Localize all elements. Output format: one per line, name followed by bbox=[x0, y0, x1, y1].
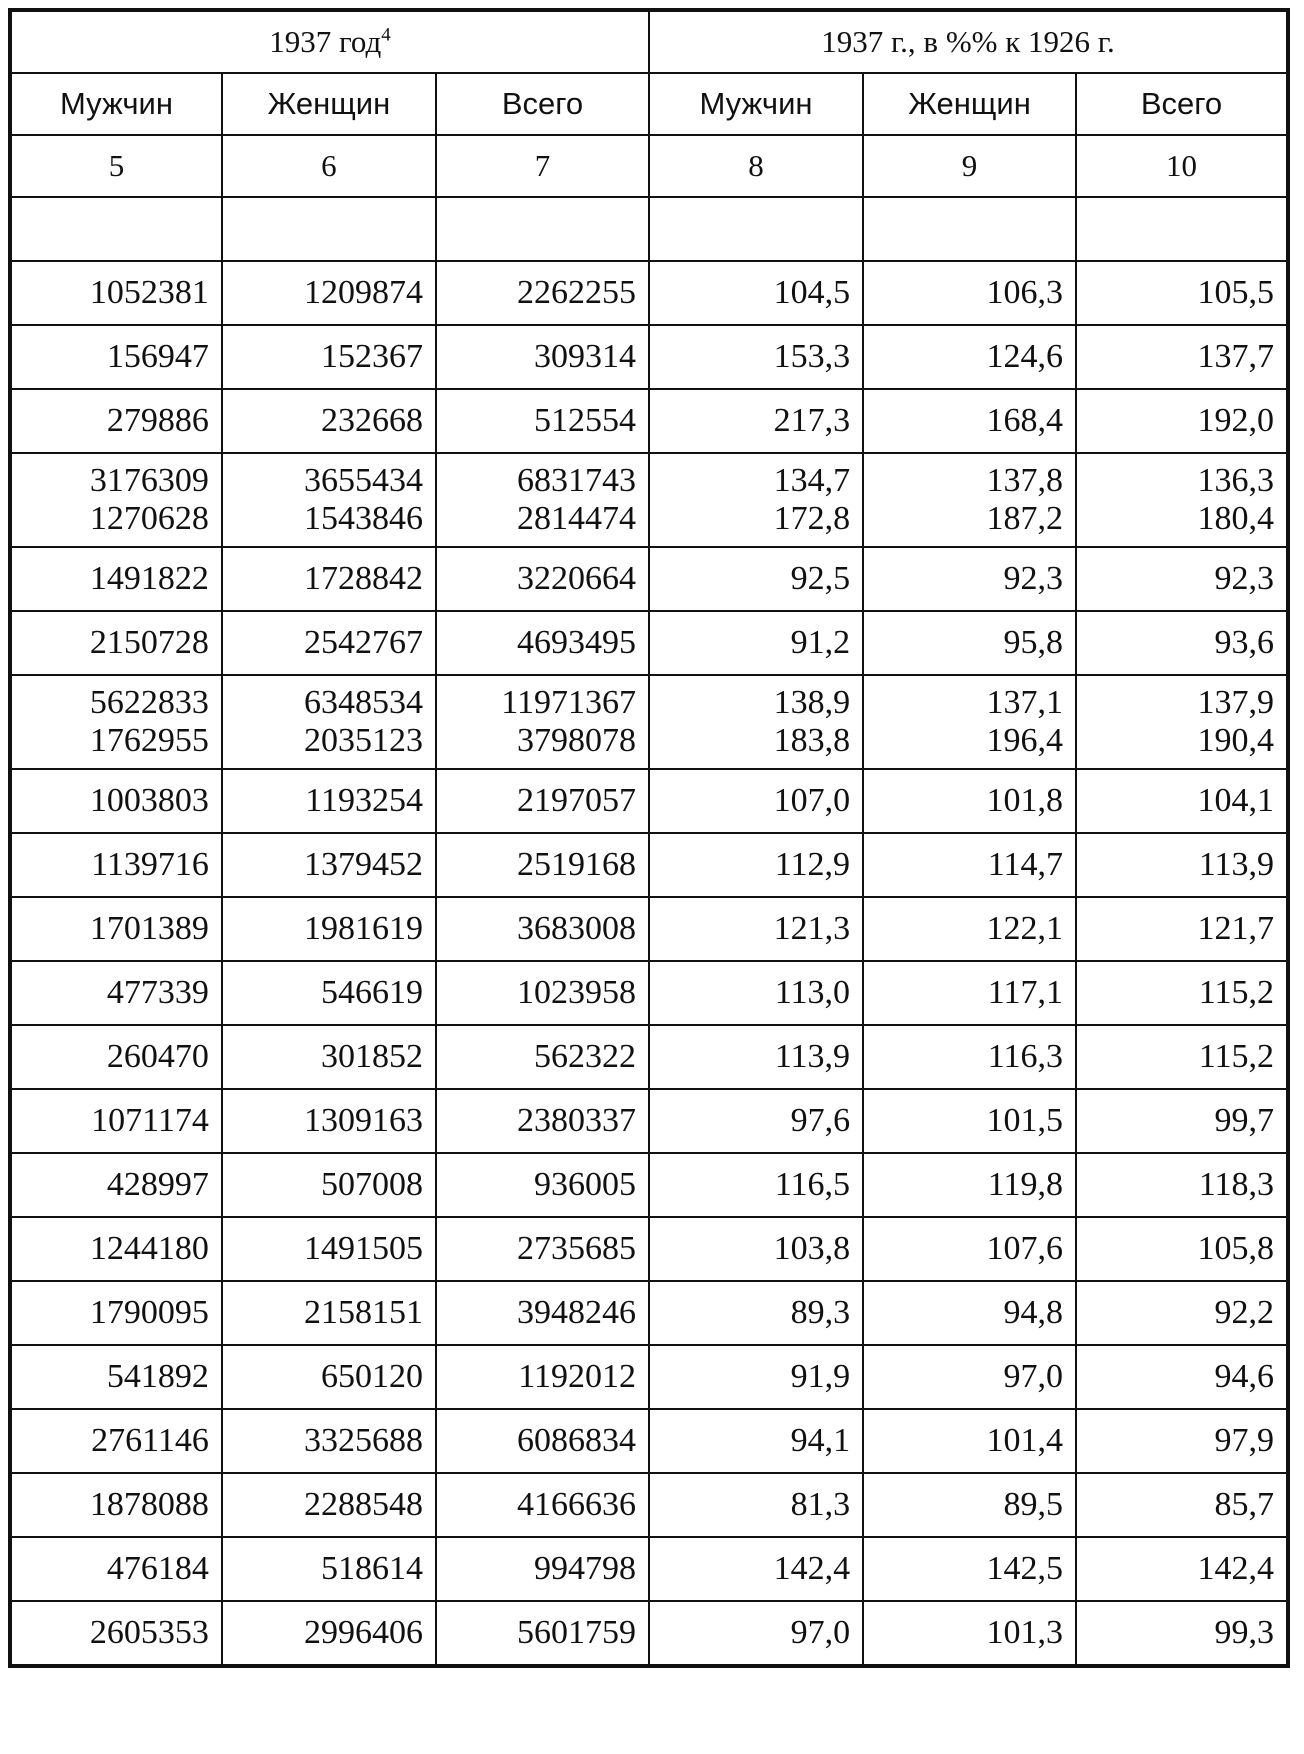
table-cell: 1071174 bbox=[10, 1089, 222, 1153]
table-row bbox=[10, 961, 1288, 1025]
table-cell: 546619 bbox=[222, 961, 436, 1025]
table-cell: 142,5 bbox=[863, 1537, 1076, 1601]
table-row bbox=[10, 1345, 1288, 1409]
table-cell: 1790095 bbox=[10, 1281, 222, 1345]
column-number: 8 bbox=[649, 135, 863, 197]
table-cell: 1878088 bbox=[10, 1473, 222, 1537]
table-cell: 99,3 bbox=[1076, 1601, 1288, 1666]
table-cell: 118,3 bbox=[1076, 1153, 1288, 1217]
table-cell: 3176309 1270628 bbox=[10, 453, 222, 547]
table-row bbox=[10, 1217, 1288, 1281]
table-cell: 541892 bbox=[10, 1345, 222, 1409]
table-cell: 121,7 bbox=[1076, 897, 1288, 961]
table-cell: 3683008 bbox=[436, 897, 649, 961]
table-cell: 115,2 bbox=[1076, 961, 1288, 1025]
table-cell: 2158151 bbox=[222, 1281, 436, 1345]
column-header: Всего bbox=[1076, 73, 1288, 135]
group-header-row bbox=[10, 10, 1288, 73]
column-header: Женщин bbox=[863, 73, 1076, 135]
table-cell: 1491505 bbox=[222, 1217, 436, 1281]
table-cell: 138,9 183,8 bbox=[649, 675, 863, 769]
table-cell: 4166636 bbox=[436, 1473, 649, 1537]
table-cell: 101,4 bbox=[863, 1409, 1076, 1473]
table-cell: 2288548 bbox=[222, 1473, 436, 1537]
census-table bbox=[8, 8, 1290, 1668]
table-cell: 121,3 bbox=[649, 897, 863, 961]
table-cell: 6348534 2035123 bbox=[222, 675, 436, 769]
table-cell: 3655434 1543846 bbox=[222, 453, 436, 547]
table-cell: 936005 bbox=[436, 1153, 649, 1217]
table-row bbox=[10, 1025, 1288, 1089]
column-header: Мужчин bbox=[649, 73, 863, 135]
table-cell: 260470 bbox=[10, 1025, 222, 1089]
table-cell: 3948246 bbox=[436, 1281, 649, 1345]
table-cell: 101,3 bbox=[863, 1601, 1076, 1666]
table-cell: 2380337 bbox=[436, 1089, 649, 1153]
table-cell bbox=[436, 197, 649, 261]
column-header: Мужчин bbox=[10, 73, 222, 135]
table-cell: 3220664 bbox=[436, 547, 649, 611]
table-cell: 112,9 bbox=[649, 833, 863, 897]
table-cell: 650120 bbox=[222, 1345, 436, 1409]
table-cell: 1023958 bbox=[436, 961, 649, 1025]
table-cell: 1701389 bbox=[10, 897, 222, 961]
table-row bbox=[10, 1281, 1288, 1345]
table-cell: 142,4 bbox=[649, 1537, 863, 1601]
table-cell: 113,9 bbox=[649, 1025, 863, 1089]
table-row bbox=[10, 897, 1288, 961]
blank-row bbox=[10, 197, 1288, 261]
table-cell: 2996406 bbox=[222, 1601, 436, 1666]
table-cell: 101,8 bbox=[863, 769, 1076, 833]
table-cell: 106,3 bbox=[863, 261, 1076, 325]
table-row bbox=[10, 1089, 1288, 1153]
table-cell: 91,9 bbox=[649, 1345, 863, 1409]
table-row bbox=[10, 1537, 1288, 1601]
table-cell: 97,9 bbox=[1076, 1409, 1288, 1473]
table-cell: 137,1 196,4 bbox=[863, 675, 1076, 769]
table-cell: 156947 bbox=[10, 325, 222, 389]
table-cell: 2605353 bbox=[10, 1601, 222, 1666]
column-number: 10 bbox=[1076, 135, 1288, 197]
table-cell: 113,9 bbox=[1076, 833, 1288, 897]
group-header-percent: 1937 г., в %% к 1926 г. bbox=[649, 10, 1288, 73]
table-cell: 104,1 bbox=[1076, 769, 1288, 833]
table-cell: 93,6 bbox=[1076, 611, 1288, 675]
table-cell: 301852 bbox=[222, 1025, 436, 1089]
table-cell: 99,7 bbox=[1076, 1089, 1288, 1153]
table-cell: 168,4 bbox=[863, 389, 1076, 453]
table-cell: 92,2 bbox=[1076, 1281, 1288, 1345]
table-cell: 85,7 bbox=[1076, 1473, 1288, 1537]
column-number: 5 bbox=[10, 135, 222, 197]
group-header-1937-label: 1937 год bbox=[269, 24, 382, 59]
table-cell: 97,0 bbox=[649, 1601, 863, 1666]
table-cell: 2542767 bbox=[222, 611, 436, 675]
table-cell: 1981619 bbox=[222, 897, 436, 961]
column-number: 7 bbox=[436, 135, 649, 197]
table-row bbox=[10, 769, 1288, 833]
table-cell: 994798 bbox=[436, 1537, 649, 1601]
table-cell: 81,3 bbox=[649, 1473, 863, 1537]
table-cell: 116,5 bbox=[649, 1153, 863, 1217]
column-number: 9 bbox=[863, 135, 1076, 197]
table-cell: 137,9 190,4 bbox=[1076, 675, 1288, 769]
table-cell: 518614 bbox=[222, 1537, 436, 1601]
table-cell: 94,6 bbox=[1076, 1345, 1288, 1409]
table-cell: 115,2 bbox=[1076, 1025, 1288, 1089]
table-cell: 92,5 bbox=[649, 547, 863, 611]
table-cell: 1491822 bbox=[10, 547, 222, 611]
table-cell: 192,0 bbox=[1076, 389, 1288, 453]
table-cell: 11971367 3798078 bbox=[436, 675, 649, 769]
table-cell: 91,2 bbox=[649, 611, 863, 675]
column-header: Женщин bbox=[222, 73, 436, 135]
table-cell: 117,1 bbox=[863, 961, 1076, 1025]
table-cell: 103,8 bbox=[649, 1217, 863, 1281]
table-cell: 94,8 bbox=[863, 1281, 1076, 1345]
table-cell: 142,4 bbox=[1076, 1537, 1288, 1601]
table-cell: 2150728 bbox=[10, 611, 222, 675]
table-cell bbox=[649, 197, 863, 261]
table-cell: 232668 bbox=[222, 389, 436, 453]
table-row bbox=[10, 547, 1288, 611]
table-cell: 114,7 bbox=[863, 833, 1076, 897]
table-cell: 1139716 bbox=[10, 833, 222, 897]
table-cell: 1003803 bbox=[10, 769, 222, 833]
table-cell: 122,1 bbox=[863, 897, 1076, 961]
table-row bbox=[10, 1409, 1288, 1473]
table-row bbox=[10, 325, 1288, 389]
table-cell: 97,6 bbox=[649, 1089, 863, 1153]
table-cell: 309314 bbox=[436, 325, 649, 389]
table-cell: 428997 bbox=[10, 1153, 222, 1217]
table-cell: 217,3 bbox=[649, 389, 863, 453]
table-cell: 89,3 bbox=[649, 1281, 863, 1345]
table-cell: 476184 bbox=[10, 1537, 222, 1601]
footnote-mark: 4 bbox=[381, 24, 391, 46]
table-cell: 1728842 bbox=[222, 547, 436, 611]
table-cell: 113,0 bbox=[649, 961, 863, 1025]
table-cell: 95,8 bbox=[863, 611, 1076, 675]
table-cell: 477339 bbox=[10, 961, 222, 1025]
table-cell: 5601759 bbox=[436, 1601, 649, 1666]
table-cell: 119,8 bbox=[863, 1153, 1076, 1217]
table-cell: 1379452 bbox=[222, 833, 436, 897]
table-row bbox=[10, 611, 1288, 675]
table-cell bbox=[222, 197, 436, 261]
table-cell: 2197057 bbox=[436, 769, 649, 833]
table-cell: 562322 bbox=[436, 1025, 649, 1089]
table-cell: 507008 bbox=[222, 1153, 436, 1217]
table-cell: 1193254 bbox=[222, 769, 436, 833]
table-cell bbox=[863, 197, 1076, 261]
table-cell: 2262255 bbox=[436, 261, 649, 325]
table-cell: 92,3 bbox=[1076, 547, 1288, 611]
table-cell: 2519168 bbox=[436, 833, 649, 897]
table-cell: 92,3 bbox=[863, 547, 1076, 611]
table-row bbox=[10, 675, 1288, 769]
table-cell: 152367 bbox=[222, 325, 436, 389]
column-number: 6 bbox=[222, 135, 436, 197]
table-row bbox=[10, 833, 1288, 897]
table-cell: 6086834 bbox=[436, 1409, 649, 1473]
table-cell: 4693495 bbox=[436, 611, 649, 675]
table-cell: 116,3 bbox=[863, 1025, 1076, 1089]
table-cell: 1309163 bbox=[222, 1089, 436, 1153]
table-cell: 134,7 172,8 bbox=[649, 453, 863, 547]
table-cell: 6831743 2814474 bbox=[436, 453, 649, 547]
table-cell: 104,5 bbox=[649, 261, 863, 325]
table-cell: 153,3 bbox=[649, 325, 863, 389]
table-cell: 107,0 bbox=[649, 769, 863, 833]
table-cell: 94,1 bbox=[649, 1409, 863, 1473]
table-cell: 279886 bbox=[10, 389, 222, 453]
table-cell: 1052381 bbox=[10, 261, 222, 325]
table-cell: 136,3 180,4 bbox=[1076, 453, 1288, 547]
table-cell: 5622833 1762955 bbox=[10, 675, 222, 769]
column-header: Всего bbox=[436, 73, 649, 135]
column-header-row bbox=[10, 73, 1288, 135]
table-cell: 1209874 bbox=[222, 261, 436, 325]
table-cell: 89,5 bbox=[863, 1473, 1076, 1537]
table-cell: 2735685 bbox=[436, 1217, 649, 1281]
group-header-1937 bbox=[10, 10, 649, 73]
table-cell: 107,6 bbox=[863, 1217, 1076, 1281]
table-cell: 137,7 bbox=[1076, 325, 1288, 389]
table-cell: 124,6 bbox=[863, 325, 1076, 389]
table-cell: 1192012 bbox=[436, 1345, 649, 1409]
table-cell: 101,5 bbox=[863, 1089, 1076, 1153]
table-row bbox=[10, 453, 1288, 547]
table-cell bbox=[10, 197, 222, 261]
column-number-row bbox=[10, 135, 1288, 197]
table-row bbox=[10, 261, 1288, 325]
table-row bbox=[10, 1601, 1288, 1666]
table-cell: 3325688 bbox=[222, 1409, 436, 1473]
table-cell: 97,0 bbox=[863, 1345, 1076, 1409]
table-cell: 1244180 bbox=[10, 1217, 222, 1281]
table-row bbox=[10, 1153, 1288, 1217]
table-cell: 512554 bbox=[436, 389, 649, 453]
table-row bbox=[10, 1473, 1288, 1537]
table-cell bbox=[1076, 197, 1288, 261]
table-cell: 2761146 bbox=[10, 1409, 222, 1473]
table-cell: 105,8 bbox=[1076, 1217, 1288, 1281]
table-cell: 105,5 bbox=[1076, 261, 1288, 325]
table-row bbox=[10, 389, 1288, 453]
table-cell: 137,8 187,2 bbox=[863, 453, 1076, 547]
